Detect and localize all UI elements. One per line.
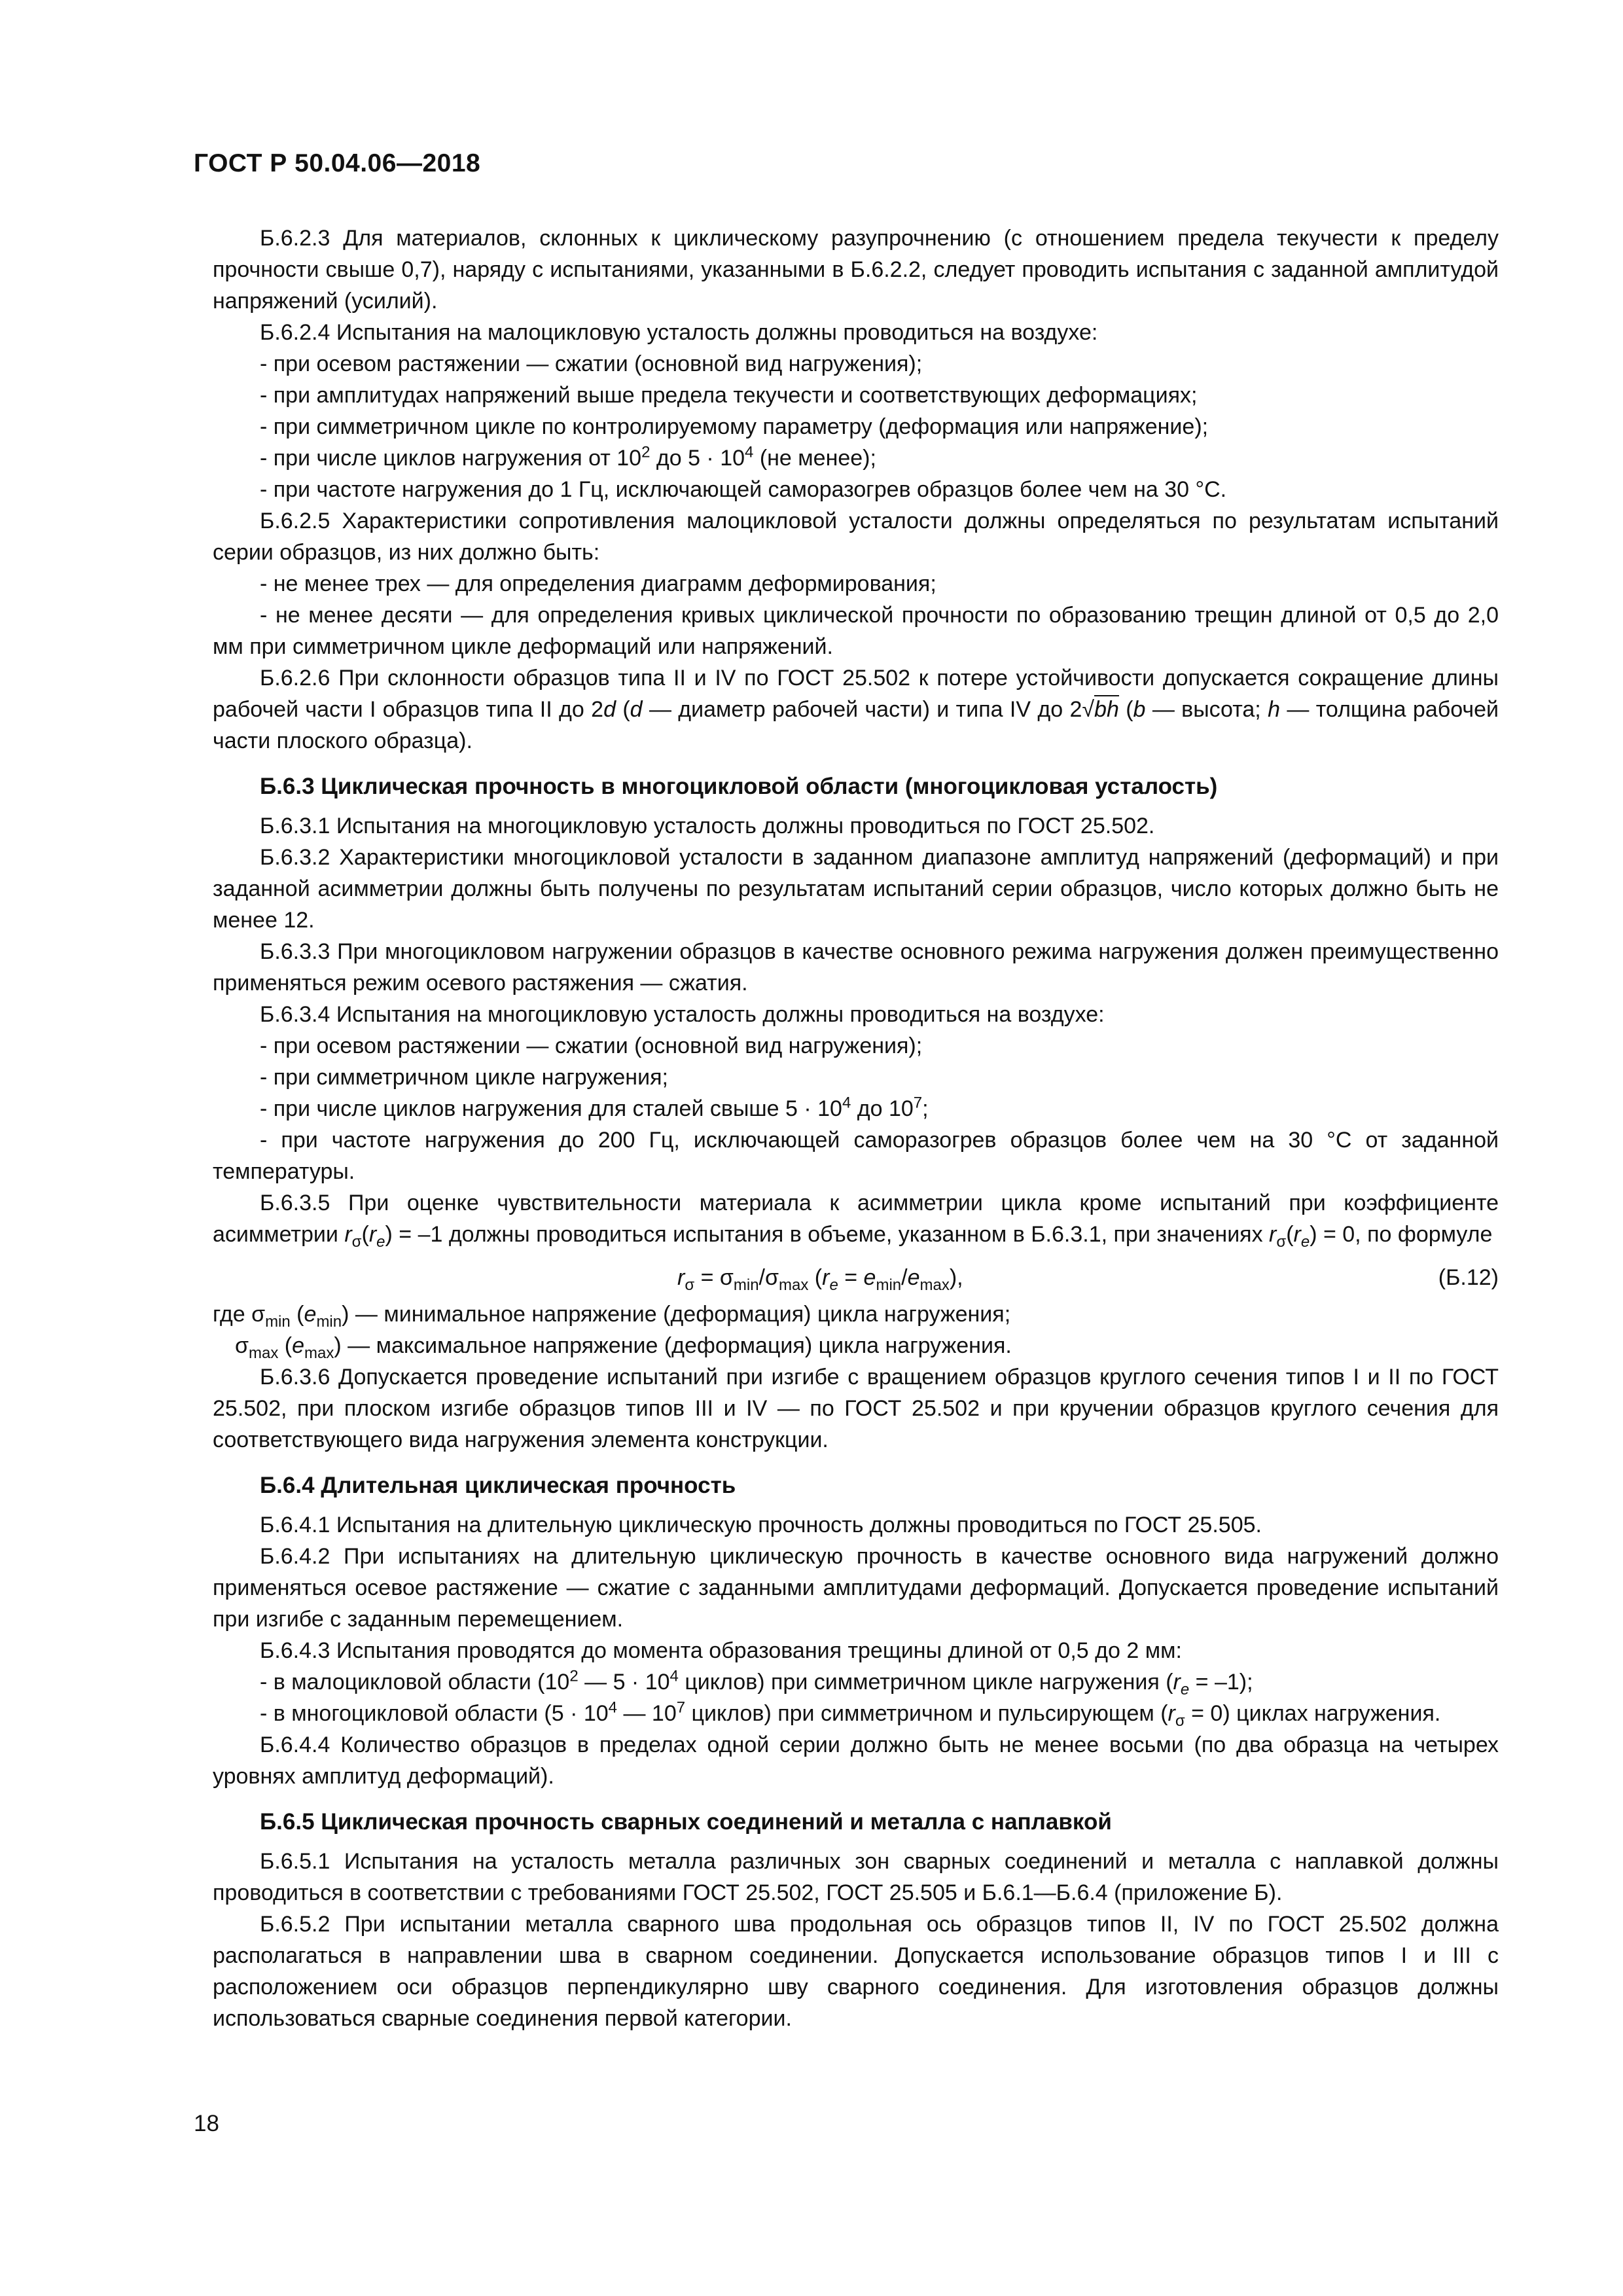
- document-body: [213, 223, 1499, 2034]
- paragraph-b641: Б.6.4.1 Испытания на длительную циклическую прочность должны проводиться по ГОСТ 25.505.: [260, 1513, 1262, 1537]
- list-item: - при симметричном цикле нагружения;: [260, 1065, 668, 1090]
- section-heading-b65: Б.6.5 Циклическая прочность сварных соединений и металла с наплавкой: [260, 1809, 1112, 1835]
- formula-b12: [213, 1259, 1499, 1299]
- paragraph-b644: Б.6.4.4 Количество образцов в пределах одной серии должно быть не менее восьми (по два образца на четырех уровнях амплитуд деформаций).: [213, 1732, 1499, 1789]
- paragraph-b642: Б.6.4.2 При испытаниях на длительную циклическую прочность в качестве основного вида нагружений должно применяться осевое растяжение — сжатие с заданными амплитудами деформаций. Допускается проведение испытаний при изгибе с заданным перемещением.: [213, 1544, 1499, 1632]
- paragraph-b652: Б.6.5.2 При испытании металла сварного шва продольная ось образцов типов II, IV по ГОСТ 25.502 должна располагаться в направлении шва в сварном соединении. Допускается использование образцов типов I и III с расположением оси образцов перпендикулярно шву сварного соединения. Для изготовления образцов должны использоваться сварные соединения первой категории.: [213, 1912, 1499, 2031]
- paragraph-b651: Б.6.5.1 Испытания на усталость металла различных зон сварных соединений и металла с наплавкой должны проводиться в соответствии с требованиями ГОСТ 25.502, ГОСТ 25.505 и Б.6.1—Б.6.4 (приложение Б).: [213, 1849, 1499, 1905]
- list-item: - не менее десяти — для определения кривых циклической прочности по образованию трещин длиной от 0,5 до 2,0 мм при симметричном цикле деформаций или напряжений.: [213, 603, 1499, 659]
- formula-number: (Б.12): [1438, 1265, 1499, 1290]
- paragraph-b631: Б.6.3.1 Испытания на многоцикловую усталость должны проводиться по ГОСТ 25.502.: [260, 814, 1155, 838]
- paragraph-b643: Б.6.4.3 Испытания проводятся до момента образования трещины длиной от 0,5 до 2 мм:: [260, 1638, 1182, 1663]
- paragraph-b633: Б.6.3.3 При многоцикловом нагружении образцов в качестве основного режима нагружения должен преимущественно применяться режим осевого растяжения — сжатия.: [213, 939, 1499, 996]
- list-item: - при амплитудах напряжений выше предела текучести и соответствующих деформациях;: [260, 383, 1198, 408]
- list-item-cycles: - при числе циклов нагружения для сталей свыше $5 \cdot 10^4$ до $10^7$;: [260, 1094, 929, 1121]
- paragraph-b625: Б.6.2.5 Характеристики сопротивления малоцикловой усталости должны определяться по результатам испытаний серии образцов, из них должно быть:: [213, 509, 1499, 565]
- list-item-cycles: - при числе циклов нагружения от $10^2$ до $5 \cdot 10^4$ (не менее);: [260, 443, 876, 471]
- list-item: - при симметричном цикле по контролируемому параметру (деформация или напряжение);: [260, 414, 1209, 439]
- list-item: - при частоте нагружения до 1 Гц, исключающей саморазогрев образцов более чем на 30 °С.: [260, 477, 1227, 502]
- formula-where-min: где $\sigma_{min}$ $(e_{min})$ — минимальное напряжение (деформация) цикла нагружения;: [213, 1302, 1011, 1331]
- paragraph-b635: Б.6.3.5 При оценке чувствительности материала к асимметрии цикла кроме испытаний при коэффициенте асимметрии $r_\sigma(r_e) = -1$ должны проводиться испытания в объеме, указанном в Б.6.3.1, при значениях $r_\sigma(r_e) = 0$, по формуле: [213, 1191, 1499, 1251]
- list-item: - при осевом растяжении — сжатии (основной вид нагружения);: [260, 1033, 923, 1058]
- section-heading-b63: Б.6.3 Циклическая прочность в многоцикловой области (многоцикловая усталость): [260, 774, 1218, 799]
- formula-expression: $r_\sigma = \sigma_{min}/\sigma_{max}$ $(r_e = e_{min}/e_{max})$,: [677, 1265, 963, 1294]
- list-item-low-cycle: - в малоцикловой области ($10^2$ — $5 \cdot 10^4$ циклов) при симметричном цикле нагружения $(r_e = -1)$;: [260, 1667, 1253, 1698]
- paragraph-b623: Б.6.2.3 Для материалов, склонных к циклическому разупрочнению (с отношением предела текучести к пределу прочности свыше 0,7), наряду с испытаниями, указанными в Б.6.2.2, следует проводить испытания с заданной амплитудой напряжений (усилий).: [213, 226, 1499, 314]
- list-item: - при осевом растяжении — сжатии (основной вид нагружения);: [260, 351, 923, 376]
- list-item: - при частоте нагружения до 200 Гц, исключающей саморазогрев образцов более чем на 30 °С от заданной температуры.: [213, 1128, 1499, 1184]
- page-number: 18: [194, 2111, 219, 2136]
- paragraph-b624: Б.6.2.4 Испытания на малоцикловую усталость должны проводиться на воздухе:: [260, 320, 1098, 345]
- paragraph-b634: Б.6.3.4 Испытания на многоцикловую усталость должны проводиться на воздухе:: [260, 1002, 1105, 1027]
- list-item-high-cycle: - в многоцикловой области ($5 \cdot 10^4$ — $10^7$ циклов) при симметричном и пульсирующем $(r_\sigma = 0)$ циклах нагружения.: [260, 1698, 1441, 1730]
- paragraph-b626: Б.6.2.6 При склонности образцов типа II и IV по ГОСТ 25.502 к потере устойчивости допускается сокращение длины рабочей части I образцов типа II до 2d (d — диаметр рабочей части) и типа IV до 2√bh (b — высота; h — толщина рабочей части плоского образца).: [213, 666, 1499, 753]
- paragraph-b636: Б.6.3.6 Допускается проведение испытаний при изгибе с вращением образцов круглого сечения типов I и II по ГОСТ 25.502, при плоском изгибе образцов типов III и IV — по ГОСТ 25.502 и при кручении образцов круглого сечения для соответствующего вида нагружения элемента конструкции.: [213, 1365, 1499, 1452]
- section-heading-b64: Б.6.4 Длительная циклическая прочность: [260, 1473, 736, 1498]
- list-item: - не менее трех — для определения диаграмм деформирования;: [260, 571, 936, 596]
- formula-where-max: $\sigma_{max}$ $(e_{max})$ — максимальное напряжение (деформация) цикла нагружения.: [235, 1333, 1012, 1362]
- paragraph-b632: Б.6.3.2 Характеристики многоцикловой усталости в заданном диапазоне амплитуд напряжений (деформаций) и при заданной асимметрии должны быть получены по результатам испытаний серии образцов, число которых должно быть не менее 12.: [213, 845, 1499, 933]
- standard-header: ГОСТ Р 50.04.06—2018: [194, 149, 481, 177]
